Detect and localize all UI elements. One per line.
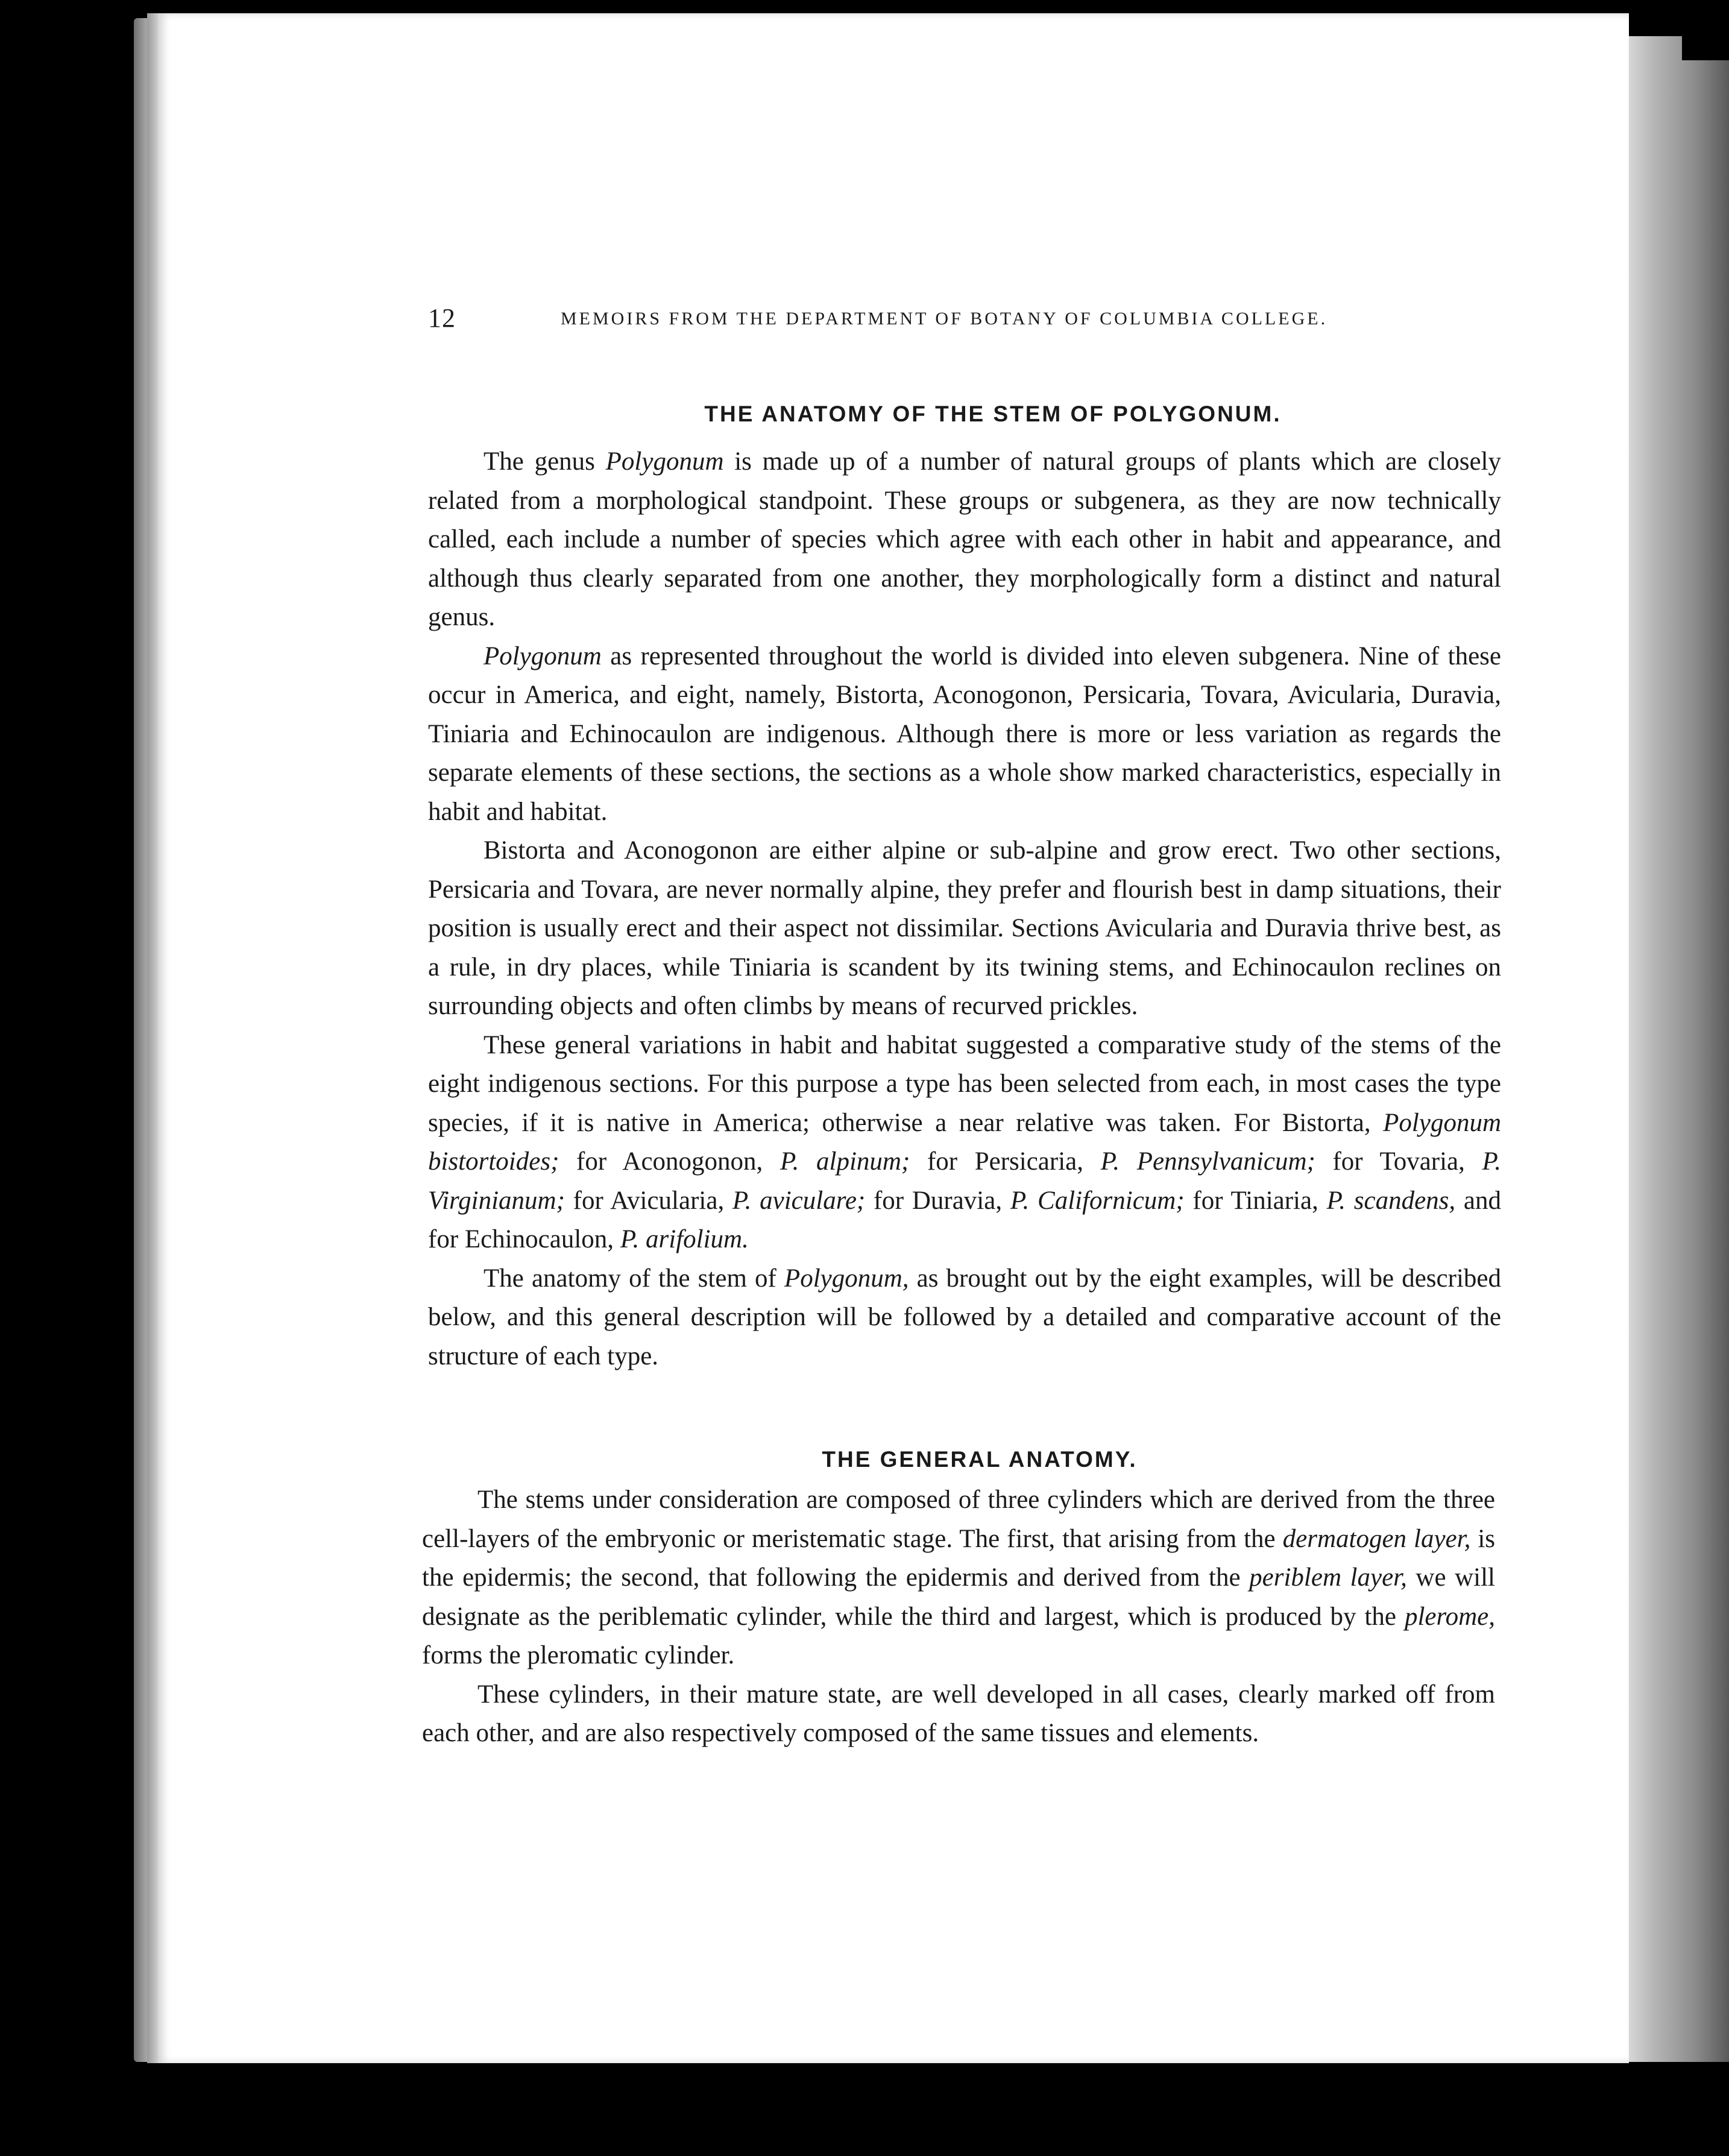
taxon-name: P. Pennsylvanicum; [1100,1147,1315,1176]
taxon-name: Polygonum [605,447,724,476]
paragraph: The stems under consideration are composed of three cylinders which are derived from the three cell-layers of the embryonic or meristematic stage. The first, that arising from the dermatogen layer, is the epidermis; the second, that following the epidermis and derived from the periblem layer, we will designate as the periblematic cylinder, while the third and largest, which is produced by the plerome, forms the pleromatic cylinder. [422,1486,1495,1669]
binding-shadow-gap [1682,36,1729,60]
term: periblem layer, [1249,1563,1407,1592]
book-page [158,13,1629,2063]
taxon-name: P. alpinum; [779,1147,910,1176]
running-title: MEMOIRS FROM THE DEPARTMENT OF BOTANY OF COLUMBIA COLLEGE. [561,309,1328,329]
section-body [428,443,1501,1376]
paragraph: Bistorta and Aconogonon are either alpine or sub-alpine and grow erect. Two other sections, Persicaria and Tovara, are never normally alpine, they prefer and flourish best in damp situations, their position is usually erect and their aspect not dissimilar. Sections Avicularia and Duravia thrive best, as a rule, in dry places, while Tiniaria is scandent by its twining stems, and Echinocaulon reclines on surrounding objects and often climbs by means of recurved prickles. [428,836,1501,1020]
binding-shadow [1616,36,1729,2062]
paragraph: These cylinders, in their mature state, are well developed in all cases, clearly marked off from each other, and are also respectively composed of the same tissues and elements. [422,1680,1495,1747]
term: dermatogen layer, [1282,1524,1471,1553]
paragraph: The genus Polygonum is made up of a number of natural groups of plants which are closely related from a morphological standpoint. These groups or subgenera, as they are now technically called, each include a number of species which agree with each other in habit and appearance, and although thus clearly separated from one another, they morphologically form a distinct and natural genus. [428,447,1501,631]
taxon-name: P. scandens, [1326,1186,1456,1215]
taxon-name: P. aviculare; [732,1186,866,1215]
section-title: THE GENERAL ANATOMY. [822,1447,1138,1472]
section-body [422,1481,1495,1753]
running-head [428,303,1531,339]
paragraph: These general variations in habit and habitat suggested a comparative study of the stems of the eight indigenous sections. For this purpose a type has been selected from each, in most cases the type species, if it is native in America; otherwise a near relative was taken. For Bistorta, Polygonum bistortoides; for Aconogonon, P. alpinum; for Persicaria, P. Pennsylvanicum; for Tovaria, P. Virginianum; for Avicularia, P. aviculare; for Duravia, P. Californicum; for Tiniaria, P. scandens, and for Echinocaulon, P. arifolium. [428,1030,1501,1253]
taxon-name: Polygonum, [784,1264,909,1293]
taxon-name: P. arifolium. [620,1225,749,1253]
section-title: THE ANATOMY OF THE STEM OF POLYGONUM. [704,402,1282,426]
page-number: 12 [428,303,456,333]
term: plerome, [1404,1602,1495,1631]
paragraph: The anatomy of the stem of Polygonum, as brought out by the eight examples, will be described below, and this general description will be followed by a detailed and comparative account of the structure of each type. [428,1264,1501,1370]
taxon-name: P. Californicum; [1010,1186,1185,1215]
paragraph: Polygonum as represented throughout the world is divided into eleven subgenera. Nine of these occur in America, and eight, namely, Bistorta, Aconogonon, Persicaria, Tovara, Avicularia, Duravia, Tiniaria and Echinocaulon are indigenous. Although there is more or less variation as regards the separate elements of these sections, the sections as a whole show marked characteristics, especially in habit and habitat. [428,641,1501,826]
taxon-name: Polygonum bistortoides; [428,1108,1501,1176]
taxon-name: Polygonum [483,641,602,670]
taxon-name: P. Virginianum; [428,1147,1501,1215]
